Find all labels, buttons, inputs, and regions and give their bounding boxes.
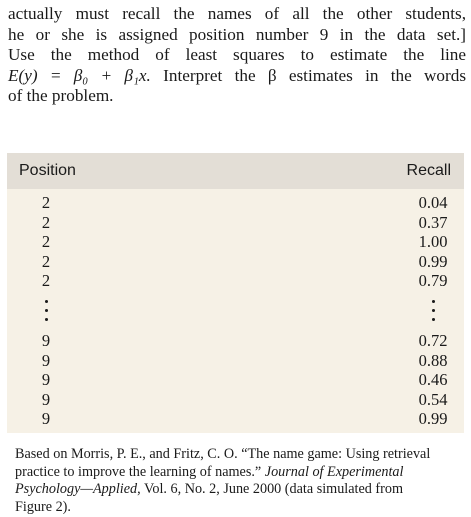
caption-line: Figure 2). — [15, 498, 71, 515]
recall-cell: 0.99 — [418, 251, 448, 271]
recall-cell: 0.72 — [418, 330, 448, 350]
caption-text: , Vol. 6, No. 2, June 2000 (data simulated from — [137, 481, 403, 498]
caption-text: practice to improve the learning of names.” — [15, 463, 262, 480]
position-cell: 2 — [41, 271, 51, 291]
recall-cell: 0.79 — [418, 271, 448, 291]
position-cell: 9 — [41, 389, 51, 409]
position-cell: 9 — [41, 370, 51, 390]
exercise-line-text: Interpret the β estimates in the words — [163, 65, 467, 85]
position-cell: 2 — [41, 251, 51, 271]
position-cell: 2 — [41, 212, 51, 232]
journal-title: Journal of Experimental — [264, 463, 404, 480]
recall-column — [411, 193, 455, 429]
exercise-text — [8, 4, 466, 107]
exercise-line: Use the method of least squares to estimate the line — [8, 45, 466, 65]
position-cell: 2 — [41, 193, 51, 212]
table-header — [7, 153, 464, 189]
caption-line: Based on Morris, P. E., and Fritz, C. O. “The name game: Using retrieval — [15, 446, 431, 462]
column-header-position: Position — [19, 162, 76, 179]
exercise-line: of the problem. — [8, 86, 114, 106]
exercise-line: he or she is assigned position number 9 in the data set.] — [8, 24, 466, 44]
recall-cell: 0.99 — [418, 409, 448, 429]
source-caption — [15, 446, 465, 516]
position-column — [36, 193, 56, 429]
vertical-ellipsis-icon — [411, 291, 455, 331]
recall-cell: 0.88 — [418, 350, 448, 370]
exercise-line-equation — [8, 66, 466, 87]
vertical-ellipsis-icon — [36, 291, 56, 331]
regression-equation: E(y) = β₀ + β₁x. — [8, 65, 151, 85]
position-cell: 2 — [41, 232, 51, 252]
recall-cell: 1.00 — [418, 232, 448, 252]
position-cell: 9 — [41, 350, 51, 370]
recall-cell: 0.46 — [418, 370, 448, 390]
caption-line — [15, 464, 465, 482]
recall-cell: 0.04 — [418, 193, 448, 212]
exercise-line: actually must recall the names of all the other students, — [8, 4, 466, 23]
position-cell: 9 — [41, 409, 51, 429]
position-cell: 9 — [41, 330, 51, 350]
journal-title: Psychology—Applied — [15, 481, 138, 498]
caption-line — [15, 481, 465, 499]
recall-cell: 0.54 — [418, 389, 448, 409]
column-header-recall: Recall — [406, 162, 451, 179]
data-table — [7, 153, 464, 433]
recall-cell: 0.37 — [418, 212, 448, 232]
